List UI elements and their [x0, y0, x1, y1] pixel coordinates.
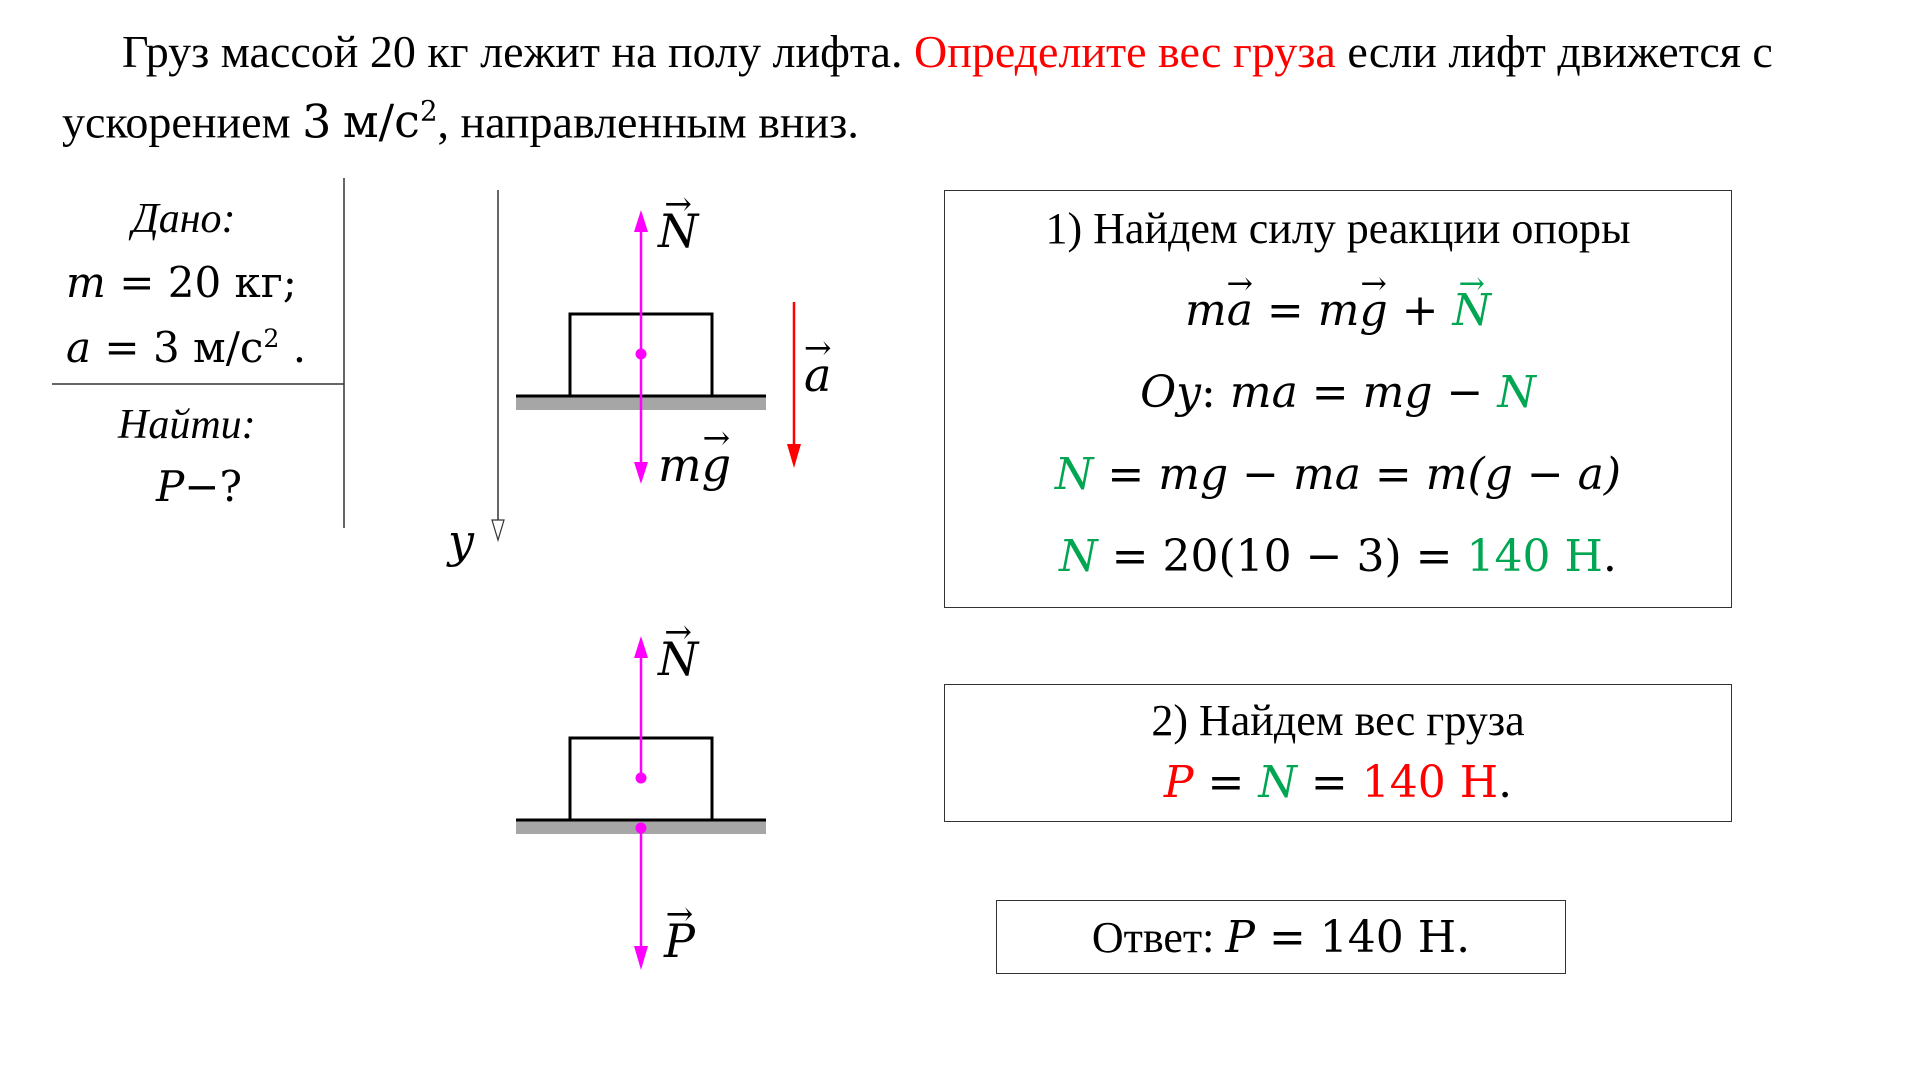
step2-title: 2) Найдем вес груза: [1151, 696, 1525, 745]
lower-center-of-mass-dot: [636, 773, 647, 784]
problem-accel-value: 3: [302, 94, 332, 149]
weight-force-label: → P: [664, 918, 695, 964]
y-axis-arrowhead-icon: [492, 520, 504, 540]
upper-gravity-force-arrowhead-icon: [634, 462, 648, 484]
upper-gravity-force-label: m→ g: [658, 442, 731, 488]
y-axis-label: y: [448, 514, 474, 568]
answer-text: Ответ: P = 140 Н.: [1091, 912, 1471, 963]
find-weight: P−?: [156, 462, 242, 511]
given-title: Дано:: [132, 196, 236, 242]
upper-normal-force-label: → N: [658, 208, 698, 254]
step1-solve-n: N = mg − ma = m(g − a): [1054, 449, 1622, 500]
upper-center-of-mass-dot: [636, 349, 647, 360]
step1-box: [944, 190, 1732, 608]
step1-numeric: N = 20(10 − 3) = 140 Н.: [1059, 531, 1617, 582]
find-title: Найти:: [118, 402, 256, 448]
answer-box: [996, 900, 1566, 974]
acceleration-arrowhead-icon: [787, 444, 801, 468]
problem-text-3: , направленным вниз.: [437, 96, 859, 148]
given-accel: a = 3 $м/с^2$ .: [66, 323, 307, 372]
problem-text-2: если лифт движется с ускорением: [62, 26, 1773, 148]
step2-box: [944, 684, 1732, 822]
problem-text-1: Груз массой 20 кг лежит на полу лифта.: [122, 26, 903, 77]
lower-normal-force-label: → N: [658, 636, 698, 682]
given-mass: m = 20 кг;: [66, 258, 297, 307]
step2-equation: P = N = 140 Н.: [1163, 757, 1513, 808]
weight-application-dot: [636, 823, 647, 834]
step1-newton-law: m→ a = m→ g + → N: [945, 289, 1731, 333]
lower-normal-force-arrowhead-icon: [634, 636, 648, 658]
problem-task-highlight: Определите вес груза: [913, 26, 1336, 77]
y-axis: [492, 190, 504, 540]
upper-normal-force-arrowhead-icon: [634, 210, 648, 232]
problem-accel-unit: $м/с^2$: [342, 94, 438, 149]
step1-title: 1) Найдем силу реакции опоры: [1045, 204, 1631, 253]
lower-scene: [516, 636, 766, 970]
weight-force-arrowhead-icon: [634, 946, 648, 970]
acceleration-label: → a: [804, 352, 831, 398]
step1-projection: Oy: ma = mg − N: [1140, 367, 1536, 418]
